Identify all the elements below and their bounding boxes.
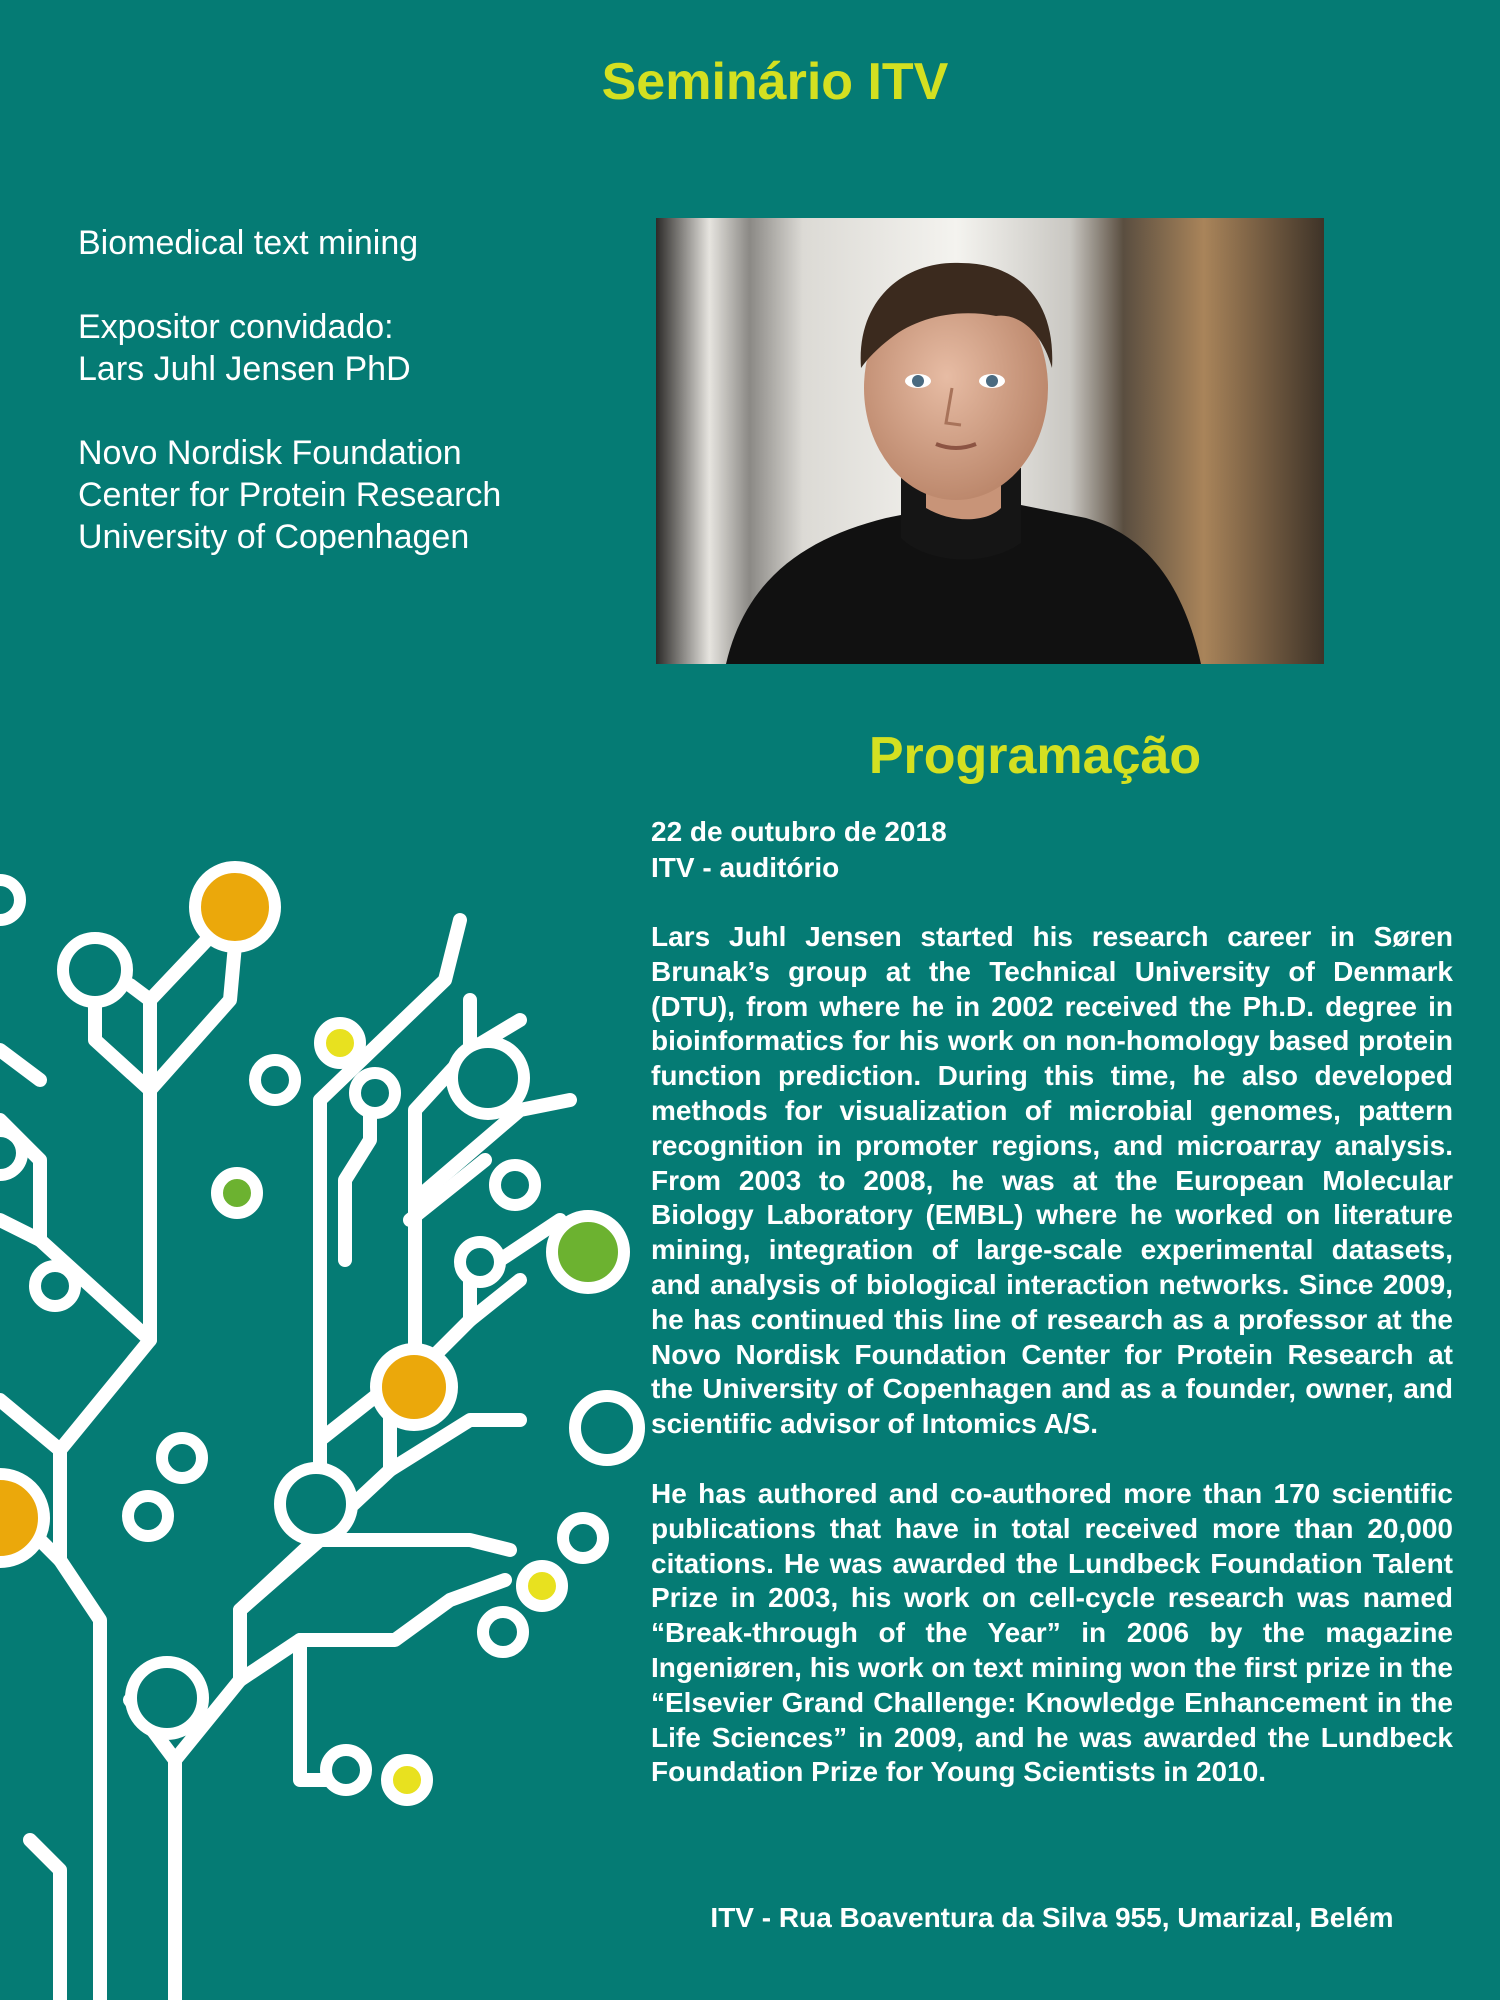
event-venue: ITV - auditório <box>651 852 840 883</box>
program-title: Programação <box>868 727 1202 785</box>
event-date: 22 de outubro de 2018 <box>651 816 947 847</box>
affiliation-line-1: Novo Nordisk Foundation <box>78 434 462 472</box>
talk-topic: Biomedical text mining <box>78 224 419 262</box>
affiliation-line-3: University of Copenhagen <box>78 518 470 556</box>
affiliation-line-2: Center for Protein Research <box>78 476 502 514</box>
venue-address: ITV - Rua Boaventura da Silva 955, Umarizal, Belém <box>710 1902 1394 1933</box>
speaker-name: Lars Juhl Jensen PhD <box>78 350 411 388</box>
bio-paragraph-2: He has authored and co-authored more than 170 scientific publications that have in total received more than 20,000 citations. He was awarded the Lundbeck Foundation Talent Prize in 2003, his work on cell-cycle research was named “Break-through of the Year” in 2006 by the magazine Ingeniøren, his work on text mining won the first prize in the “Elsevier Grand Challenge: Knowledge Enhancement in the Life Sciences” in 2009, and he was awarded the Lundbeck Foundation Prize for Young Scientists in 2010. <box>651 1477 1453 1788</box>
event-details <box>651 814 947 886</box>
bio-paragraph-1: Lars Juhl Jensen started his research career in Søren Brunak’s group at the Technical University of Denmark (DTU), from where he in 2002 received the Ph.D. degree in bioinformatics for his work on non-homology based protein function prediction. During this time, he also developed methods for visualization of microbial genomes, pattern recognition in promoter regions, and microarray analysis. From 2003 to 2008, he was at the European Molecular Biology Laboratory (EMBL) where he worked on literature mining, integration of large-scale experimental datasets, and analysis of biological interaction networks. Since 2009, he has continued this line of research as a professor at the Novo Nordisk Foundation Center for Protein Research at the University of Copenhagen and as a founder, owner, and scientific advisor of Intomics A/S. <box>651 921 1453 1440</box>
speaker-photo <box>656 218 1324 664</box>
page-title: Seminário ITV <box>601 53 949 111</box>
speaker-bio <box>651 920 1453 1825</box>
talk-info <box>78 222 501 558</box>
circuit-tree-illustration <box>0 840 660 2000</box>
speaker-label: Expositor convidado: <box>78 308 394 346</box>
